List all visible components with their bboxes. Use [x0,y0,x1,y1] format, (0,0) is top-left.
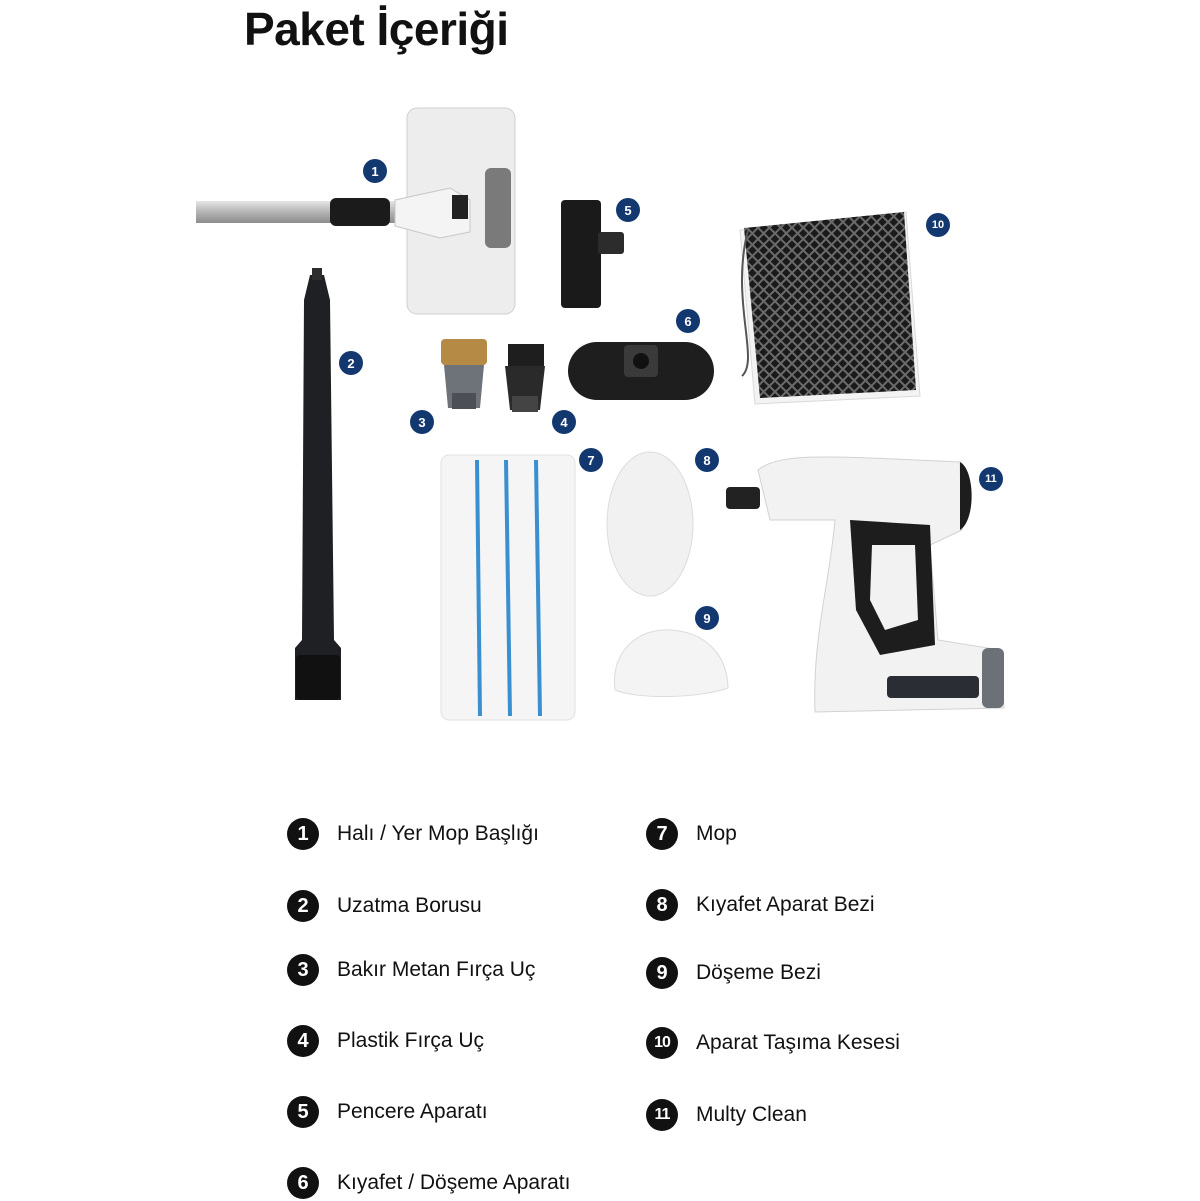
legend-number-badge: 10 [646,1027,678,1059]
legend-item-5 [287,1094,488,1130]
legend-number-badge: 3 [287,954,319,986]
legend-number-badge: 6 [287,1167,319,1199]
legend-label: Kıyafet Aparat Bezi [696,893,875,916]
legend-item-4 [287,1023,484,1059]
upholstery-attachment-item [568,342,714,400]
legend-number-badge: 2 [287,890,319,922]
callout-7: 7 [579,448,603,472]
legend-item-6 [287,1165,570,1201]
legend-number-badge: 8 [646,889,678,921]
callout-10: 10 [926,213,950,237]
legend-number-badge: 4 [287,1025,319,1057]
product-accessories-photo [0,90,1200,750]
callout-9: 9 [695,606,719,630]
carry-bag-item [740,212,920,404]
callout-1: 1 [363,159,387,183]
legend-label: Aparat Taşıma Kesesi [696,1031,900,1054]
plastic-brush-tip-item [505,344,545,412]
callout-8: 8 [695,448,719,472]
callout-5: 5 [616,198,640,222]
callout-6: 6 [676,309,700,333]
floor-mop-head-item [196,108,515,314]
legend-label: Pencere Aparatı [337,1100,488,1123]
callout-2: 2 [339,351,363,375]
legend-item-3 [287,952,535,988]
upholstery-cloth-item [614,630,728,697]
extension-pipe-item [295,268,341,700]
legend-item-8 [646,887,875,923]
legend-label: Uzatma Borusu [337,894,482,917]
legend-number-badge: 5 [287,1096,319,1128]
callout-3: 3 [410,410,434,434]
legend-item-9 [646,955,821,991]
window-attachment-item [561,200,624,308]
legend-number-badge: 7 [646,818,678,850]
page-title: Paket İçeriği [244,3,509,55]
legend-label: Kıyafet / Döşeme Aparatı [337,1171,571,1194]
legend-item-10 [646,1025,900,1061]
legend-number-badge: 11 [646,1099,678,1131]
legend-number-badge: 1 [287,818,319,850]
legend-label: Bakır Metan Fırça Uç [337,958,536,981]
legend-label: Plastik Fırça Uç [337,1029,485,1052]
legend-label: Döşeme Bezi [696,961,821,984]
legend-item-1 [287,816,539,852]
steam-cleaner-item [726,457,1004,712]
callout-11: 11 [979,467,1003,491]
brass-brush-tip-item [441,339,487,409]
legend-item-2 [287,888,482,924]
clothing-cloth-item [607,452,693,596]
callout-4: 4 [552,410,576,434]
legend-label: Mop [696,822,737,845]
legend-number-badge: 9 [646,957,678,989]
legend-label: Halı / Yer Mop Başlığı [337,822,539,845]
legend-item-7 [646,816,737,852]
mop-pad-item [441,455,575,720]
legend-item-11 [646,1097,807,1133]
legend-label: Multy Clean [696,1103,807,1126]
